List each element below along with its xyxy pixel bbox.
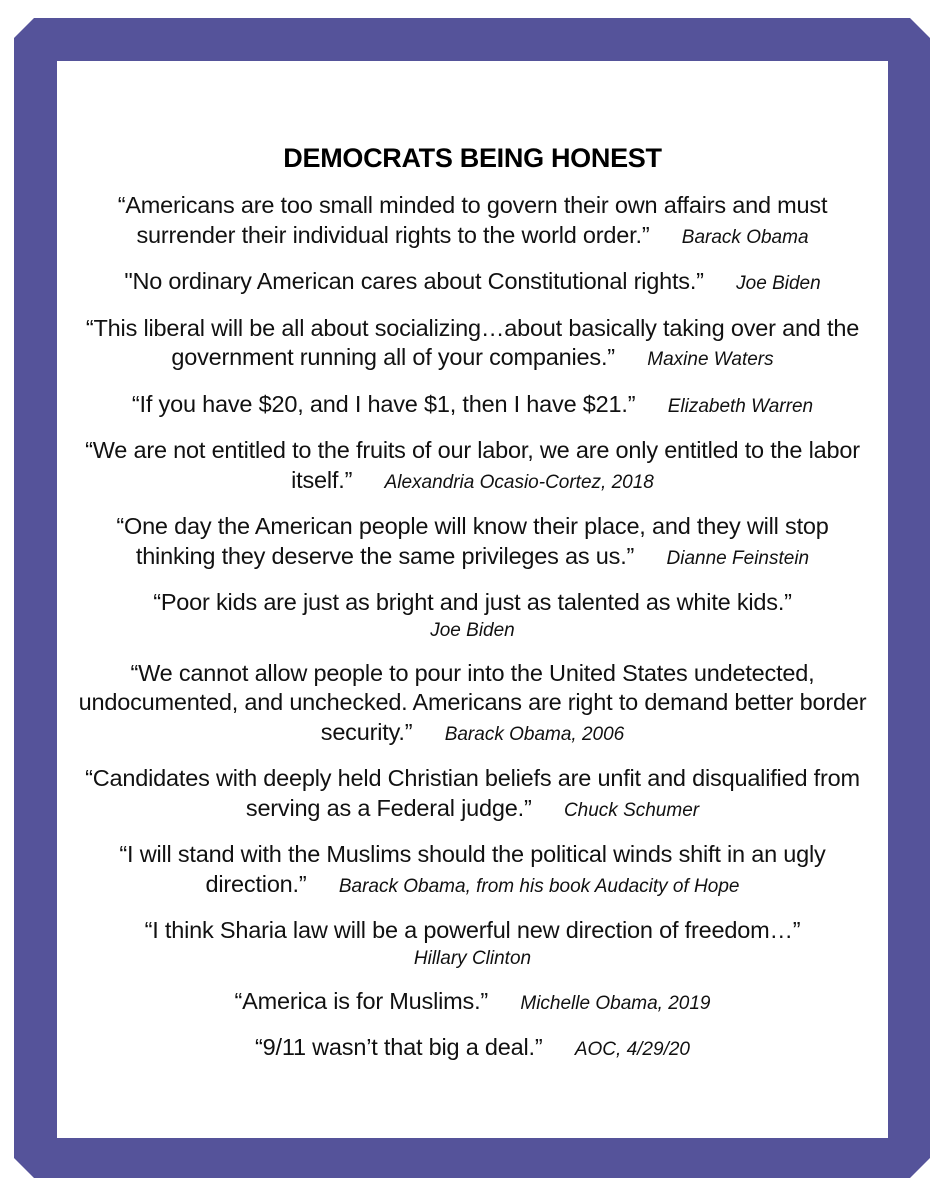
quote-text: “Americans are too small minded to govern their own affairs and must surrender their individual rights to the world order.” (117, 192, 828, 248)
quote-text: “We are not entitled to the fruits of our labor, we are only entitled to the labor itself.” (85, 437, 860, 493)
quote-text: “One day the American people will know their place, and they will stop thinking they deserve the same privileges as us.” (116, 513, 829, 569)
quote-item (77, 390, 868, 422)
quote-item (77, 267, 868, 299)
quote-author: Joe Biden (430, 619, 515, 641)
quote-text: “We cannot allow people to pour into the United States undetected, undocumented, and unchecked. Americans are right to demand better border security.” (78, 659, 867, 745)
quote-text: "No ordinary American cares about Constitutional rights.” (124, 268, 704, 294)
document-title: DEMOCRATS BEING HONEST (283, 143, 662, 173)
quote-list (77, 191, 868, 1080)
quote-item (77, 1033, 868, 1065)
quote-item (77, 191, 868, 252)
quote-item (77, 987, 868, 1019)
document-page (57, 61, 888, 1138)
quote-text: “I will stand with the Muslims should the political winds shift in an ugly direction.” (119, 841, 826, 897)
quote-author: Elizabeth Warren (667, 395, 814, 417)
quote-author: Barack Obama, from his book Audacity of Hope (338, 875, 740, 897)
quote-author: Barack Obama (681, 226, 809, 248)
quote-text: “If you have $20, and I have $1, then I have $21.” (131, 390, 636, 417)
quote-text: “Poor kids are just as bright and just as talented as white kids.” (153, 589, 792, 615)
quote-text: “This liberal will be all about socializing…about basically taking over and the government running all of your companies.” (85, 314, 860, 370)
quote-author: Maxine Waters (647, 349, 774, 370)
quote-author: Michelle Obama, 2019 (520, 992, 711, 1014)
quote-text: “9/11 wasn’t that big a deal.” (255, 1034, 543, 1060)
quote-text: “America is for Muslims.” (234, 987, 489, 1014)
quote-item (77, 659, 868, 750)
quote-author: Dianne Feinstein (666, 547, 810, 569)
quote-item (77, 916, 868, 972)
quote-text: “I think Sharia law will be a powerful new direction of freedom…” (144, 917, 801, 943)
quote-text: “Candidates with deeply held Christian beliefs are unfit and disqualified from serving as a Federal judge.” (85, 765, 860, 821)
quote-author: Barack Obama, 2006 (444, 723, 625, 745)
quote-author: Chuck Schumer (563, 799, 700, 821)
quote-item (77, 588, 868, 644)
quote-item (77, 314, 868, 375)
quote-item (77, 436, 868, 497)
quote-author: Alexandria Ocasio-Cortez, 2018 (384, 471, 654, 493)
quote-author: Hillary Clinton (413, 947, 532, 969)
quote-item (77, 840, 868, 901)
quote-author: AOC, 4/29/20 (574, 1039, 690, 1060)
quote-item (77, 512, 868, 573)
quote-item (77, 764, 868, 825)
quote-author: Joe Biden (736, 273, 821, 294)
